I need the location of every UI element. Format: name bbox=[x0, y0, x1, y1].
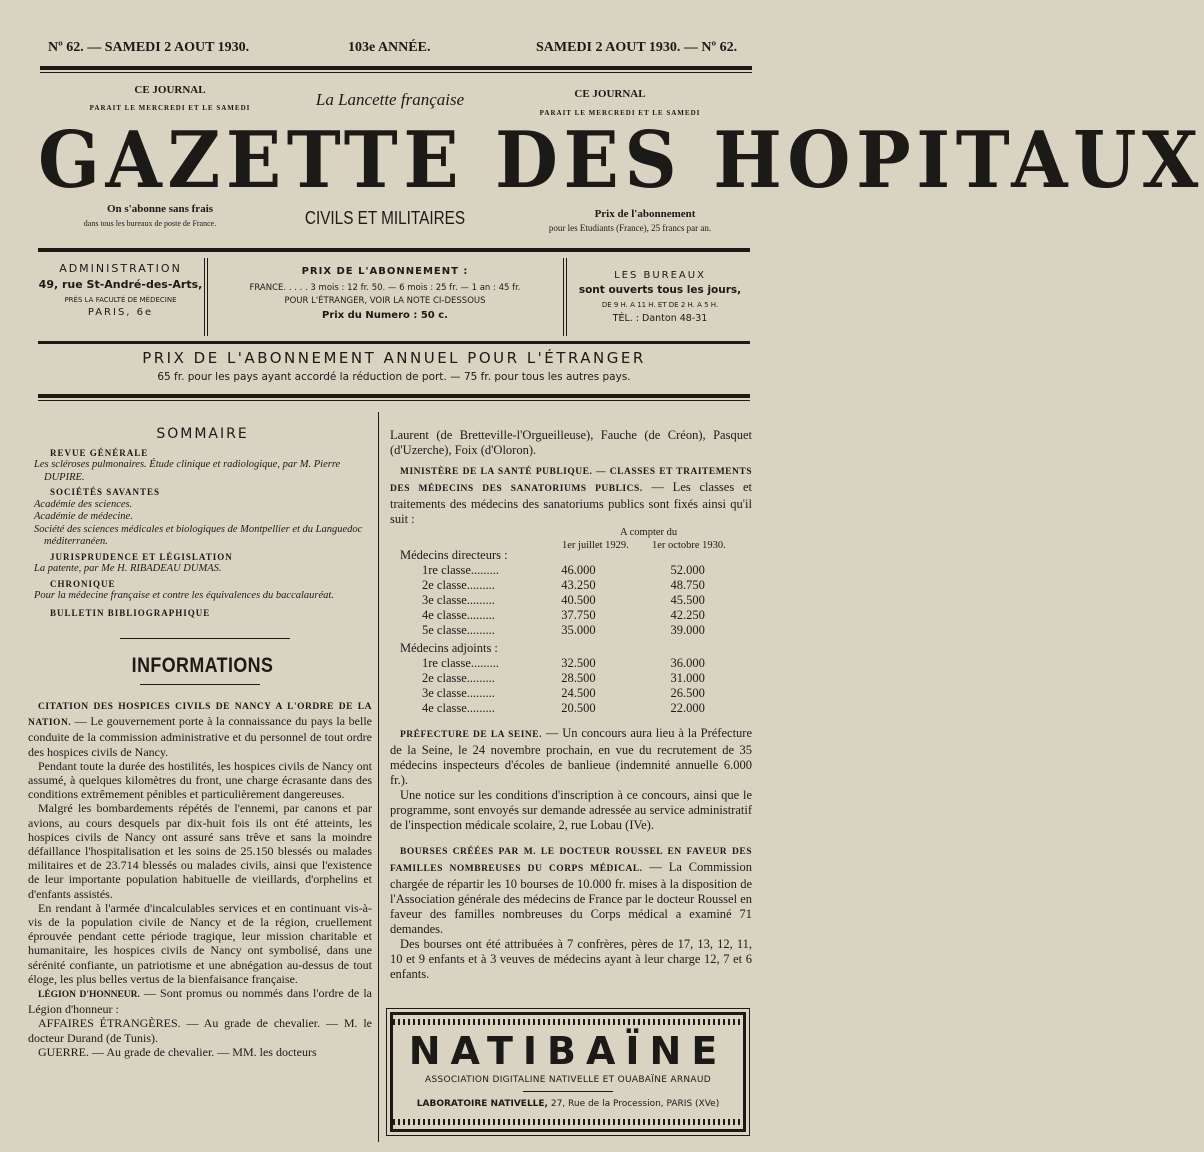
bureaux-line4: TÉL. : Danton 48-31 bbox=[612, 313, 708, 324]
info-p5 bbox=[28, 986, 372, 1016]
info-p4: En rendant à l'armée d'incalculables services et en continuant vis-à-vis de la population civile de Nancy et de la région, cruellement éprouvée pendant cette période tragique, leur mission charitable et humanitaire, les hospices civils de Nancy ont symbolisé, dans une sérénité confiante, un patriotisme et une abnégation au-dessus de tout éloge, les plus belles vertus de la bienfaisance française. bbox=[28, 900, 372, 986]
prix-numero: Prix du Numero : 50 c. bbox=[322, 310, 448, 321]
masthead-civils: CIVILS ET MILITAIRES bbox=[304, 208, 466, 228]
prix-etranger: POUR L'ÉTRANGER, VOIR LA NOTE CI-DESSOUS bbox=[284, 296, 486, 306]
right-column-2 bbox=[390, 726, 752, 982]
salary-row bbox=[422, 593, 750, 608]
sommaire-juris-title: JURISPRUDENCE ET LÉGISLATION bbox=[50, 551, 233, 562]
adjoints-title: Médecins adjoints : bbox=[400, 641, 498, 655]
salary-value-1929: 46.000 bbox=[561, 563, 596, 577]
masthead-subtitle: La Lancette française bbox=[315, 90, 465, 109]
directeurs-title: Médecins directeurs : bbox=[400, 548, 508, 562]
salary-value-1929: 35.000 bbox=[561, 623, 596, 637]
foreign-title: PRIX DE L'ABONNEMENT ANNUEL POUR L'ÉTRANGER bbox=[142, 349, 646, 367]
bureaux-box bbox=[570, 270, 750, 324]
salary-class-label: 2e classe......... bbox=[422, 671, 495, 685]
info-p1 bbox=[28, 698, 372, 759]
salary-value-1929: 20.500 bbox=[561, 701, 596, 715]
pref-p1 bbox=[390, 726, 752, 788]
sommaire-societe-2: Académie de médecine. bbox=[34, 511, 133, 522]
salary-value-1930: 45.500 bbox=[670, 593, 705, 607]
box-divider-1b bbox=[207, 258, 208, 336]
ad-line2 bbox=[393, 1099, 743, 1109]
masthead-right-sub1: Prix de l'abonnement bbox=[594, 208, 696, 220]
prix-box bbox=[210, 266, 560, 321]
column-divider bbox=[378, 412, 379, 1142]
salary-value-1929: 24.500 bbox=[561, 686, 596, 700]
pref-p2: Une notice sur les conditions d'inscription à ce concours, ainsi que le programme, sont envoyés sur demande adressée au service administratif de l'inspection médicale scolaire, 2, rue Lobau (IVe). bbox=[390, 788, 752, 832]
ad-bottom-hatch bbox=[393, 1119, 743, 1125]
salary-row bbox=[422, 701, 750, 716]
salary-row bbox=[422, 656, 750, 671]
sommaire-bulletin: BULLETIN BIBLIOGRAPHIQUE bbox=[50, 607, 211, 618]
right-p0: Laurent (de Bretteville-l'Orgueilleuse), Fauche (de Créon), Pasquet (d'Uzerche), Foix (d'Oloron). bbox=[390, 428, 752, 457]
salary-row bbox=[422, 563, 750, 578]
salary-table bbox=[400, 548, 750, 716]
sommaire-revue-title: REVUE GÉNÉRALE bbox=[50, 447, 149, 458]
sommaire-rule bbox=[120, 638, 290, 639]
salary-class-label: 4e classe......... bbox=[422, 608, 495, 622]
sommaire-chronique-title: CHRONIQUE bbox=[50, 578, 116, 589]
info-p1-text: — Le gouvernement porte à la connaissance du pays la belle conduite de la commission administrative et du personnel de tout ordre des hospices civils de Nancy. bbox=[28, 714, 372, 759]
masthead-left-sub2: dans tous les bureaux de poste de France. bbox=[83, 219, 217, 228]
masthead-left-sub1: On s'abonne sans frais bbox=[106, 203, 214, 215]
foreign-text: 65 fr. pour les pays ayant accordé la réduction de port. — 75 fr. pour tous les autres pays. bbox=[157, 371, 631, 383]
bourses-head: BOURSES CRÉÉES PAR M. LE DOCTEUR ROUSSEL EN FAVEUR DES FAMILLES NOMBREUSES DU CORPS MÉDICAL. bbox=[390, 847, 752, 874]
salary-value-1929: 37.750 bbox=[561, 608, 596, 622]
sommaire-societes-title: SOCIÉTÉS SAVANTES bbox=[50, 487, 160, 497]
sommaire-societe-3: Société des sciences médicales et biologiques de Montpellier et du Languedoc méditerranéen. bbox=[34, 523, 363, 547]
info-rule bbox=[38, 341, 750, 344]
salary-class-label: 3e classe......... bbox=[422, 686, 495, 700]
bureaux-line2: sont ouverts tous les jours, bbox=[578, 284, 742, 296]
bureaux-line1: LES BUREAUX bbox=[614, 270, 706, 281]
salary-value-1930: 36.000 bbox=[670, 656, 705, 670]
info-p3: Malgré les bombardements répétés de l'ennemi, par canons et par avions, au cours desquels par dix-huit fois ils ont été atteints, les hospices civils de Nancy ont assuré sans trêve et sans la moindre défaillance l'hospitalisation et les soins de 25.150 blessés ou malades militaires et de 23.714 blessés ou malades civils, ainsi que l'existence de leur importante population habituelle de vieillards, d'orphelins et d'enfants assistés. bbox=[28, 801, 372, 901]
right-min-head: MINISTÈRE DE LA SANTÉ PUBLIQUE. — CLASSES ET TRAITEMENTS DES MÉDECINS DES SANATORIUMS PUBLICS. bbox=[390, 467, 752, 494]
ad-line2-rest: 27, Rue de la Procession, PARIS (XVe) bbox=[547, 1099, 720, 1109]
natibaine-ad bbox=[390, 1012, 746, 1132]
directeurs-table bbox=[422, 563, 750, 638]
salary-date2: 1er octobre 1930. bbox=[652, 540, 726, 551]
sommaire-societe-1: Académie des sciences. bbox=[34, 498, 133, 510]
salary-value-1929: 43.250 bbox=[561, 578, 596, 592]
salary-value-1930: 22.000 bbox=[670, 701, 705, 715]
right-min bbox=[390, 463, 752, 527]
box-divider-2b bbox=[566, 258, 567, 336]
salary-class-label: 3e classe......... bbox=[422, 593, 495, 607]
bourses-text: — La Commission chargée de répartir les 10 bourses de 10.000 fr. mises à la disposition de l'Association générale des médecins de France par le docteur Roussel en faveur des familles nombreuses du Corps médical a examiné 71 demandes. bbox=[390, 860, 752, 936]
informations-title: INFORMATIONS bbox=[131, 654, 274, 677]
salary-value-1930: 31.000 bbox=[670, 671, 705, 685]
salary-class-label: 1re classe......... bbox=[422, 656, 500, 670]
foreign-rule-thin bbox=[38, 400, 750, 401]
info-p1-head: CITATION DES HOSPICES CIVILS DE NANCY A L'ORDRE DE LA NATION. bbox=[28, 702, 372, 729]
salary-compter: A compter du bbox=[620, 527, 678, 538]
salary-row bbox=[422, 578, 750, 593]
salary-value-1930: 26.500 bbox=[670, 686, 705, 700]
info-p7: GUERRE. — Au grade de chevalier. — MM. les docteurs bbox=[38, 1044, 317, 1059]
info-p5-text: — Sont promus ou nommés dans l'ordre de la Légion d'honneur : bbox=[28, 986, 372, 1017]
pref-text: — Un concours aura lieu à la Préfecture de la Seine, le 24 novembre prochain, en vue du recrutement de 35 médecins inspecteurs d'écoles de banlieue (indemnité annuelle 6.000 fr.). bbox=[390, 726, 752, 787]
issue-left: Nº 62. — SAMEDI 2 AOUT 1930. bbox=[48, 40, 250, 55]
ad-top-hatch bbox=[393, 1019, 743, 1025]
salary-class-label: 5e classe......... bbox=[422, 623, 495, 637]
foreign-rule bbox=[38, 394, 750, 398]
ad-line1: ASSOCIATION DIGITALINE NATIVELLE ET OUABAÏNE ARNAUD bbox=[424, 1075, 712, 1085]
top-rule-thin bbox=[40, 72, 752, 73]
box-divider-1 bbox=[204, 258, 205, 336]
ad-divider bbox=[523, 1091, 613, 1092]
masthead-right-sub2: pour les Etudiants (France), 25 francs par an. bbox=[548, 223, 712, 233]
bureaux-line3: DE 9 H. A 11 H. ET DE 2 H. A 5 H. bbox=[601, 301, 719, 309]
masthead-right-line2: PARAIT LE MERCREDI ET LE SAMEDI bbox=[539, 109, 701, 117]
box-divider-2 bbox=[563, 258, 564, 336]
ad-line2-bold: LABORATOIRE NATIVELLE, bbox=[416, 1099, 548, 1109]
salary-value-1930: 48.750 bbox=[670, 578, 705, 592]
info-p6: AFFAIRES ÉTRANGÈRES. — Au grade de chevalier. — M. le docteur Durand (de Tunis). bbox=[28, 1016, 372, 1045]
masthead-left-line1: CE JOURNAL bbox=[134, 84, 206, 96]
salary-row bbox=[422, 608, 750, 623]
salary-value-1929: 28.500 bbox=[561, 671, 596, 685]
sommaire-title: SOMMAIRE bbox=[156, 426, 249, 442]
adjoints-table bbox=[422, 656, 750, 716]
info-p5-head: LÉGION D'HONNEUR. bbox=[38, 990, 140, 1001]
pref-head: PRÉFECTURE DE LA SEINE. bbox=[400, 730, 542, 740]
sommaire bbox=[30, 428, 375, 619]
masthead-right-line1: CE JOURNAL bbox=[574, 88, 646, 100]
salary-value-1929: 32.500 bbox=[561, 656, 596, 670]
salary-value-1930: 52.000 bbox=[670, 563, 705, 577]
bourses-p2: Des bourses ont été attribuées à 7 confrères, pères de 17, 13, 12, 11, 10 et 9 enfants et à 3 veuves de médecins ayant à leur charge 12, 7 et 6 enfants. bbox=[390, 937, 752, 981]
admin-box bbox=[38, 262, 203, 318]
sommaire-revue-text: Les scléroses pulmonaires. Étude clinique et radiologique, par M. Pierre DUPIRE. bbox=[34, 459, 341, 483]
informations-rule bbox=[140, 684, 260, 685]
salary-class-label: 2e classe......... bbox=[422, 578, 495, 592]
right-min-text: — Les classes et traitements des médecins des sanatoriums publics sont fixés ainsi qu'il suit : bbox=[390, 480, 752, 526]
sommaire-juris-text: La patente, par Me H. RIBADEAU DUMAS. bbox=[34, 563, 222, 574]
bourses-p1 bbox=[390, 843, 752, 937]
admin-line3: PRÈS LA FACULTÉ DE MÉDECINE bbox=[64, 296, 177, 304]
salary-class-label: 1re classe......... bbox=[422, 563, 500, 577]
ad-brand: NATIBAÏNE bbox=[408, 1029, 728, 1073]
masthead-left-line2: PARAIT LE MERCREDI ET LE SAMEDI bbox=[89, 104, 251, 112]
masthead-rule bbox=[38, 248, 750, 252]
salary-row bbox=[422, 623, 750, 638]
sommaire-chronique-text: Pour la médecine française et contre les équivalences du baccalauréat. bbox=[34, 590, 334, 601]
salary-value-1930: 42.250 bbox=[670, 608, 705, 622]
salary-row bbox=[422, 686, 750, 701]
salary-value-1929: 40.500 bbox=[561, 593, 596, 607]
issue-right: SAMEDI 2 AOUT 1930. — Nº 62. bbox=[536, 40, 738, 55]
masthead-title: GAZETTE DES HOPITAUX bbox=[38, 115, 1204, 206]
prix-title: PRIX DE L'ABONNEMENT : bbox=[301, 266, 469, 277]
salary-class-label: 4e classe......... bbox=[422, 701, 495, 715]
salary-row bbox=[422, 671, 750, 686]
top-rule bbox=[40, 66, 752, 70]
right-column bbox=[390, 428, 752, 527]
info-p2: Pendant toute la durée des hostilités, les hospices civils de Nancy ont assumé, à quelques kilomètres du front, une charge écrasante dans des conditions extrêmement pénibles et particulièrement dangereuses. bbox=[28, 758, 372, 802]
admin-line2: 49, rue St-André-des-Arts, bbox=[38, 278, 203, 291]
salary-value-1930: 39.000 bbox=[670, 623, 705, 637]
admin-line4: PARIS, 6e bbox=[87, 307, 154, 318]
salary-date1: 1er juillet 1929. bbox=[562, 540, 629, 551]
issue-year: 103e ANNÉE. bbox=[348, 40, 431, 55]
admin-line1: ADMINISTRATION bbox=[59, 262, 182, 275]
informations-body bbox=[28, 698, 372, 1059]
prix-france: FRANCE. . . . . 3 mois : 12 fr. 50. — 6 mois : 25 fr. — 1 an : 45 fr. bbox=[249, 283, 521, 293]
